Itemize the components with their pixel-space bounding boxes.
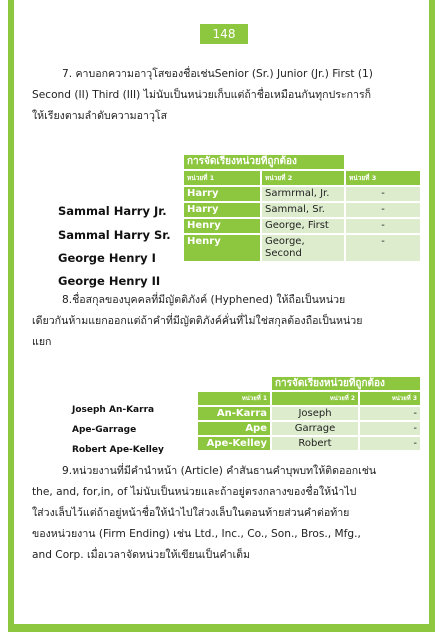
paragraph-line: 7. คาบอกความอาวุโสของชื่อเช่นSenior (Sr.) Junior (Jr.) First (1) (62, 68, 373, 80)
table-row (198, 422, 420, 435)
paragraph-line: เดียวกันห้ามแยกออกแต่ถ้าคำที่มีญัตติภังค์คั่นที่ไม่ใช่สกุลต้องถือเป็นหน่วย (32, 315, 363, 327)
table-row (184, 187, 420, 201)
table-cell: Robert (272, 437, 358, 450)
table-cell: - (360, 422, 420, 435)
name-label: Sammal Harry Jr. (58, 204, 167, 218)
table-cell: Joseph (272, 407, 358, 420)
table-cell: - (360, 407, 420, 420)
table-header: หน่วยที่ 2 (262, 171, 344, 185)
paragraph-line: and Corp. เมื่อเวลาจัดหน่วยให้เขียนเป็นคำเต็ม (32, 549, 251, 561)
paragraph-line: 8.ชื่อสกุลของบุคคลที่มีญัตติภังค์ (Hyphened) ให้ถือเป็นหน่วย (62, 294, 346, 306)
paragraph-line: แยก (32, 336, 52, 348)
name-label: Sammal Harry Sr. (58, 228, 171, 242)
table-row (184, 219, 420, 233)
table-caption: การจัดเรียงหน่วยที่ถูกต้อง (272, 377, 420, 390)
table-cell: Ape (198, 422, 270, 435)
table-cell: Henry (184, 235, 260, 261)
table-cell: - (346, 187, 420, 201)
table-cell: - (346, 235, 420, 261)
table-cell: George, First (262, 219, 344, 233)
table-cell: Harry (184, 203, 260, 217)
page-number: 148 (200, 24, 248, 44)
table-cell: Sarmrmal, Jr. (262, 187, 344, 201)
table-header: หน่วยที่ 1 (184, 171, 260, 185)
table-cell: Ape-Kelley (198, 437, 270, 450)
table-header: หน่วยที่ 3 (360, 392, 420, 405)
table-row (184, 203, 420, 217)
table-cell: Sammal, Sr. (262, 203, 344, 217)
paragraph-9 (32, 461, 422, 566)
table-cell: George, Second (262, 235, 344, 261)
paragraph-8 (32, 290, 422, 353)
paragraph-line: ให้เรียงตามลำดับความอาวุโส (32, 110, 168, 122)
table-cell: Garrage (272, 422, 358, 435)
name-label: Ape-Garrage (72, 425, 137, 435)
table-header: หน่วยที่ 3 (346, 171, 420, 185)
paragraph-line: Second (II) Third (III) ไม่นับเป็นหน่วยเก็บแต่ถ้าชื่อเหมือนกันทุกประการก็ (32, 89, 372, 101)
table-row (198, 407, 420, 420)
name-label: Robert Ape-Kelley (72, 445, 164, 455)
correct-unit-table-1 (182, 153, 422, 263)
paragraph-line: ใส่วงเล็บไว้แต่ถ้าอยู่หน้าชื่อให้นำไปใส่วงเล็บในตอนท้ายส่วนคำต่อท้าย (32, 507, 350, 519)
table-row (184, 235, 420, 261)
table-header: หน่วยที่ 1 (198, 392, 270, 405)
name-label: Joseph An-Karra (72, 405, 155, 415)
table-cell: - (360, 437, 420, 450)
table-cell: Henry (184, 219, 260, 233)
paragraph-line: ของหน่วยงาน (Firm Ending) เช่น Ltd., Inc., Co., Son., Bros., Mfg., (32, 528, 361, 540)
table-cell: An-Karra (198, 407, 270, 420)
paragraph-line: the, and, for,in, of ไม่นับเป็นหน่วยและถ้าอยู่ตรงกลางของชื่อให้นำไป (32, 486, 357, 498)
table-cell: - (346, 203, 420, 217)
table-caption: การจัดเรียงหน่วยที่ถูกต้อง (184, 155, 344, 169)
table-header: หน่วยที่ 2 (272, 392, 358, 405)
paragraph-7 (32, 64, 422, 127)
paragraph-line: 9.หน่วยงานที่มีคำนำหน้า (Article) คำสันธานคำบุพบทให้ติดออกเช่น (62, 465, 377, 477)
name-label: George Henry I (58, 251, 156, 265)
name-label: George Henry II (58, 274, 161, 288)
table-cell: Harry (184, 187, 260, 201)
table-cell: - (346, 219, 420, 233)
table-row (198, 437, 420, 450)
correct-unit-table-2 (196, 375, 422, 452)
